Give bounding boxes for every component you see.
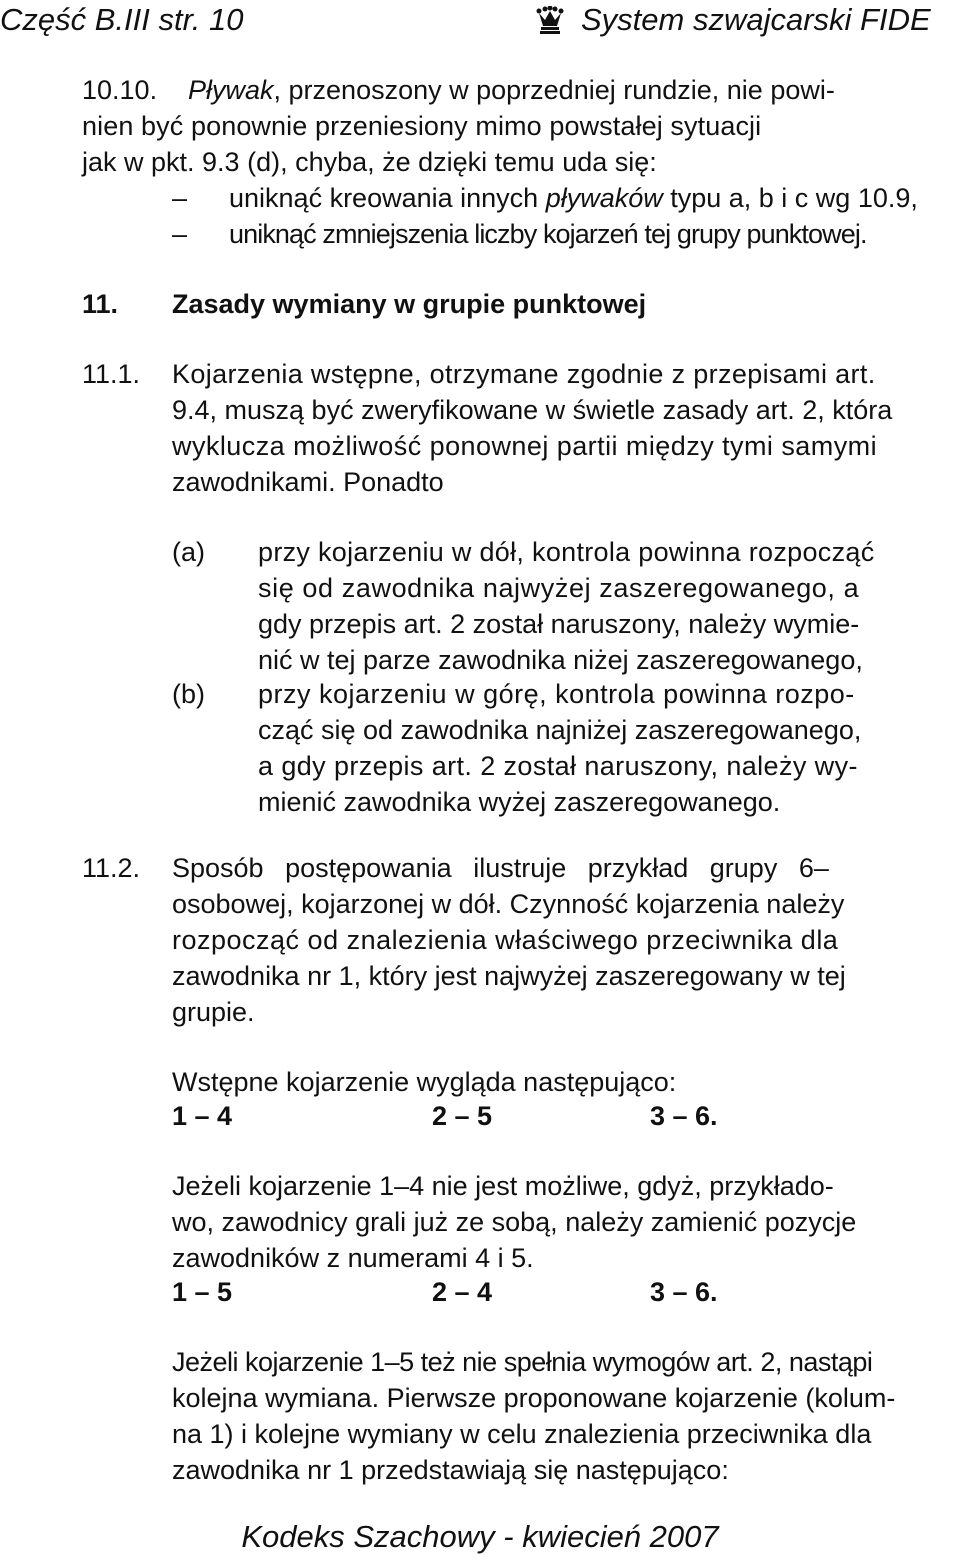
paragraph-line: 9.4, muszą być zweryfikowane w świetle zasady art. 2, która: [172, 395, 893, 425]
paragraph-line: Wstępne kojarzenie wygląda następująco:: [172, 1067, 677, 1097]
list-label: (b): [172, 679, 205, 709]
paragraph-line: grupie.: [172, 997, 255, 1027]
paragraph-line: jak w pkt. 9.3 (d), chyba, że dzięki temu uda się:: [82, 147, 657, 177]
pairing: 1 – 4: [172, 1101, 233, 1131]
term-italic: Pływak: [188, 75, 274, 105]
list-label: (a): [172, 537, 205, 567]
chess-queen-icon: [535, 6, 565, 36]
paragraph-line: rozpocząć od znalezienia właściwego przeciwnika dla: [172, 925, 839, 955]
page-footer: Kodeks Szachowy - kwiecień 2007: [241, 1519, 719, 1554]
pairing: 1 – 5: [172, 1277, 233, 1307]
paragraph-line: zawodników z numerami 4 i 5.: [172, 1243, 534, 1273]
pairing: 2 – 5: [432, 1101, 493, 1131]
term-italic: pływaków: [545, 183, 663, 213]
pairing: 3 – 6.: [650, 1277, 718, 1307]
list-item-line: a gdy przepis art. 2 został naruszony, należy wy-: [258, 751, 858, 781]
bullet-text: typu a, b i c wg 10.9,: [662, 183, 918, 213]
list-item-line: cząć się od zawodnika najniżej zaszeregowanego,: [258, 715, 862, 745]
paragraph-line: wo, zawodnicy grali już ze sobą, należy zamienić pozycje: [172, 1207, 857, 1237]
section-number: 11.1.: [82, 359, 141, 389]
page-header-right: System szwajcarski FIDE: [581, 2, 931, 37]
paragraph-text: , przenoszony w poprzedniej rundzie, nie powi-: [273, 75, 835, 105]
list-item-line: się od zawodnika najwyżej zaszeregowanego, a: [258, 573, 860, 603]
paragraph-line: osobowej, kojarzonej w dół. Czynność kojarzenia należy: [172, 889, 845, 919]
paragraph-line: Jeżeli kojarzenie 1–5 też nie spełnia wymogów art. 2, nastąpi: [172, 1347, 873, 1377]
pairing: 3 – 6.: [650, 1101, 718, 1131]
list-item-line: gdy przepis art. 2 został naruszony, należy wymie-: [258, 609, 860, 639]
pairing: 2 – 4: [432, 1277, 493, 1307]
paragraph-line: [188, 72, 835, 108]
paragraph-line: nien być ponownie przeniesiony mimo powstałej sytuacji: [82, 111, 762, 141]
section-number: 11.: [82, 289, 119, 319]
bullet-item: uniknąć zmniejszenia liczby kojarzeń tej grupy punktowej.: [229, 219, 867, 249]
paragraph-line: zawodnika nr 1, który jest najwyżej zaszeregowany w tej: [172, 961, 846, 991]
page-header-left: Część B.III str. 10: [0, 2, 244, 37]
list-item-line: mienić zawodnika wyżej zaszeregowanego.: [258, 787, 781, 817]
dash-bullet: –: [172, 219, 188, 249]
section-number: 11.2.: [82, 853, 141, 883]
list-item-line: nić w tej parze zawodnika niżej zaszeregowanego,: [258, 645, 863, 675]
paragraph-line: wyklucza możliwość ponownej partii między tymi samymi: [172, 431, 878, 461]
section-title: Zasady wymiany w grupie punktowej: [172, 289, 647, 319]
paragraph-line: zawodnikami. Ponadto: [172, 467, 444, 497]
paragraph-line: Kojarzenia wstępne, otrzymane zgodnie z przepisami art.: [172, 359, 876, 389]
paragraph-line: Sposób postępowania ilustruje przykład grupy 6–: [172, 853, 829, 883]
list-item-line: przy kojarzeniu w górę, kontrola powinna rozpo-: [258, 679, 855, 709]
bullet-item: [229, 180, 918, 216]
bullet-text: uniknąć kreowania innych: [229, 183, 546, 213]
paragraph-line: na 1) i kolejne wymiany w celu znalezienia przeciwnika dla: [172, 1419, 872, 1449]
paragraph-line: kolejna wymiana. Pierwsze proponowane kojarzenie (kolum-: [172, 1383, 896, 1413]
paragraph-line: Jeżeli kojarzenie 1–4 nie jest możliwe, gdyż, przykłado-: [172, 1171, 834, 1201]
paragraph-line: zawodnika nr 1 przedstawiają się następująco:: [172, 1455, 729, 1485]
dash-bullet: –: [172, 183, 188, 213]
list-item-line: przy kojarzeniu w dół, kontrola powinna rozpocząć: [258, 537, 875, 567]
section-number: 10.10.: [82, 75, 158, 105]
